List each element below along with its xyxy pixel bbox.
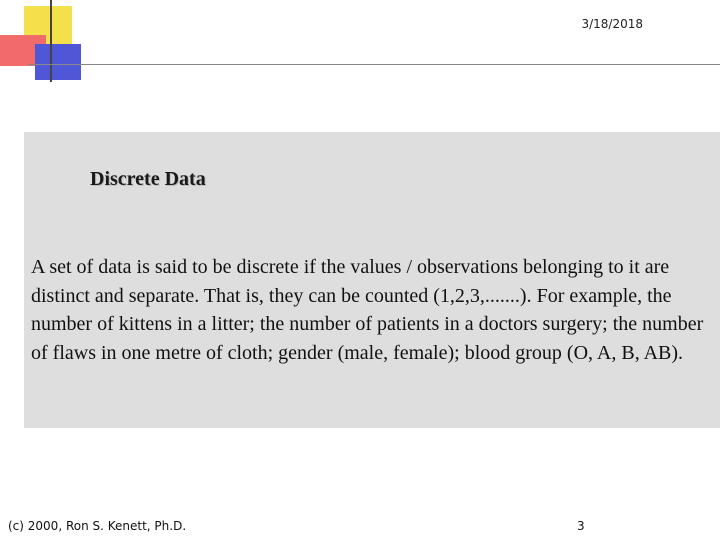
header-divider-line <box>28 64 720 65</box>
footer-copyright: (c) 2000, Ron S. Kenett, Ph.D. <box>8 519 187 533</box>
logo-vertical-line <box>50 0 52 82</box>
logo-blue-square <box>35 44 81 80</box>
corner-squares-logo-icon <box>0 0 100 85</box>
content-panel <box>24 132 720 428</box>
slide-title: Discrete Data <box>90 168 206 190</box>
slide-body-text: A set of data is said to be discrete if the values / observations belonging to it are distinct and separate. That is, they can be counted (1,2,3,.......). For example, the number of kittens in a litter; the number of patients in a doctors surgery; the number of flaws in one metre of cloth; gender (male, female); blood group (O, A, B, AB). <box>31 256 704 364</box>
slide-date: 3/18/2018 <box>581 17 643 31</box>
page-number: 3 <box>577 519 585 533</box>
